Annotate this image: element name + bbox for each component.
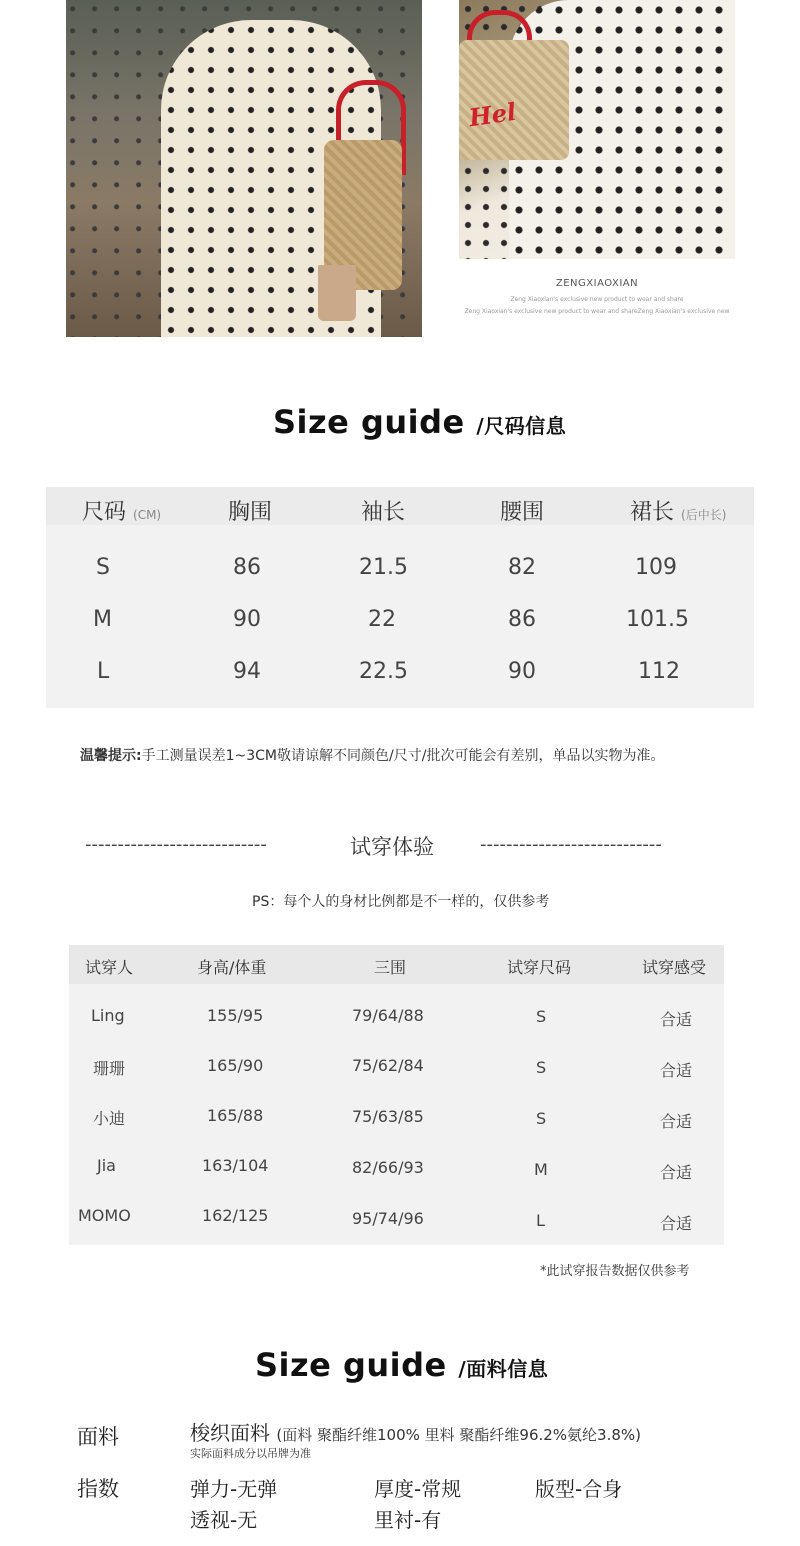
row-l-skirt: 112 (638, 659, 680, 684)
brand-tagline-2: Zeng Xiaoxian's exclusive new product to wear and shareZeng Xiaoxian's exclusive new (464, 308, 730, 315)
row-4-person: Jia (97, 1156, 116, 1175)
index-lining: 里衬-有 (374, 1508, 442, 1532)
row-s-waist: 82 (508, 555, 536, 580)
row-2-size: S (536, 1058, 547, 1077)
header-bust: 胸围 (228, 500, 273, 525)
size-guide-title (273, 403, 566, 441)
header-skirt-label: 裙长 (630, 500, 675, 525)
size-guide-title-text: Size guide (273, 403, 465, 441)
row-3-hw: 165/88 (207, 1106, 264, 1125)
index-transparency: 透视-无 (190, 1508, 258, 1532)
row-4-size: M (534, 1160, 548, 1179)
row-s-size: S (96, 555, 110, 580)
fabric-title (255, 1346, 548, 1384)
row-5-size: L (536, 1211, 545, 1230)
row-m-sleeve: 22 (368, 607, 396, 632)
row-s-skirt: 109 (635, 555, 677, 580)
row-1-person: Ling (91, 1006, 125, 1025)
row-1-hw: 155/95 (207, 1006, 264, 1025)
fabric-subtitle: /面料信息 (458, 1357, 549, 1381)
header-person: 试穿人 (85, 958, 134, 977)
row-2-person: 珊珊 (93, 1059, 126, 1078)
try-on-title: 试穿体验 (350, 835, 434, 859)
header-size (82, 495, 161, 526)
header-skirt (630, 495, 726, 526)
header-measurements: 三围 (374, 958, 407, 977)
divider-left: ---------------------------- (85, 834, 267, 855)
row-l-sleeve: 22.5 (359, 659, 408, 684)
header-skirt-note: (后中长) (681, 508, 727, 522)
measurement-tip (80, 745, 664, 765)
row-5-feel: 合适 (660, 1214, 693, 1233)
row-3-person: 小迪 (93, 1109, 126, 1128)
bag-script-text: Hel (467, 96, 518, 133)
try-on-table (69, 945, 724, 1245)
header-try-size: 试穿尺码 (507, 958, 572, 977)
row-m-size: M (93, 607, 112, 632)
row-3-feel: 合适 (660, 1112, 693, 1131)
fabric-title-text: Size guide (255, 1346, 447, 1384)
row-5-measure: 95/74/96 (352, 1209, 424, 1228)
row-m-skirt: 101.5 (626, 607, 689, 632)
index-fit: 版型-合身 (535, 1477, 623, 1501)
row-m-bust: 90 (233, 607, 261, 632)
index-label: 指数 (77, 1477, 119, 1501)
row-3-size: S (536, 1109, 547, 1128)
brand-name: ZENGXIAOXIAN (555, 278, 639, 289)
row-4-hw: 163/104 (202, 1156, 269, 1175)
row-5-hw: 162/125 (202, 1206, 269, 1225)
row-2-measure: 75/62/84 (352, 1056, 424, 1075)
fabric-info (190, 1417, 641, 1446)
row-4-feel: 合适 (660, 1163, 693, 1182)
brand-tagline: Zeng Xiaoxian's exclusive new product to wear and share (510, 296, 684, 303)
fabric-main: 梭织面料 (190, 1421, 270, 1445)
header-size-label: 尺码 (82, 500, 127, 525)
row-1-measure: 79/64/88 (352, 1006, 424, 1025)
fabric-label: 面料 (77, 1425, 119, 1449)
row-m-waist: 86 (508, 607, 536, 632)
row-2-feel: 合适 (660, 1061, 693, 1080)
header-height-weight: 身高/体重 (197, 958, 267, 977)
header-size-unit: (CM) (133, 508, 162, 522)
divider-right: ---------------------------- (480, 834, 662, 855)
index-thickness: 厚度-常规 (374, 1477, 462, 1501)
row-4-measure: 82/66/93 (352, 1158, 424, 1177)
header-feel: 试穿感受 (642, 958, 707, 977)
try-on-note: *此试穿报告数据仅供参考 (540, 1264, 690, 1279)
row-5-person: MOMO (78, 1206, 131, 1225)
product-photo-left (66, 0, 422, 337)
row-3-measure: 75/63/85 (352, 1107, 424, 1126)
coffee-cup (318, 265, 356, 321)
row-l-waist: 90 (508, 659, 536, 684)
row-1-size: S (536, 1007, 547, 1026)
fabric-note: 实际面料成分以吊牌为准 (190, 1447, 311, 1460)
tip-text: 手工测量误差1~3CM敬请谅解不同颜色/尺寸/批次可能会有差别，单品以实物为准。 (141, 748, 665, 764)
header-waist: 腰围 (500, 500, 545, 525)
row-l-bust: 94 (233, 659, 261, 684)
size-guide-subtitle: /尺码信息 (476, 414, 567, 438)
row-s-bust: 86 (233, 555, 261, 580)
fabric-composition: (面料 聚酯纤维100% 里料 聚酯纤维96.2%氨纶3.8%) (276, 1426, 642, 1444)
index-elasticity: 弹力-无弹 (190, 1477, 278, 1501)
row-l-size: L (97, 659, 110, 684)
product-photo-right (459, 0, 735, 259)
row-s-sleeve: 21.5 (359, 555, 408, 580)
row-2-hw: 165/90 (207, 1056, 264, 1075)
row-1-feel: 合适 (660, 1010, 693, 1029)
header-sleeve: 袖长 (361, 500, 406, 525)
try-on-ps: PS：每个人的身材比例都是不一样的，仅供参考 (252, 894, 550, 910)
tip-label: 温馨提示: (80, 748, 142, 764)
size-table (46, 487, 754, 708)
